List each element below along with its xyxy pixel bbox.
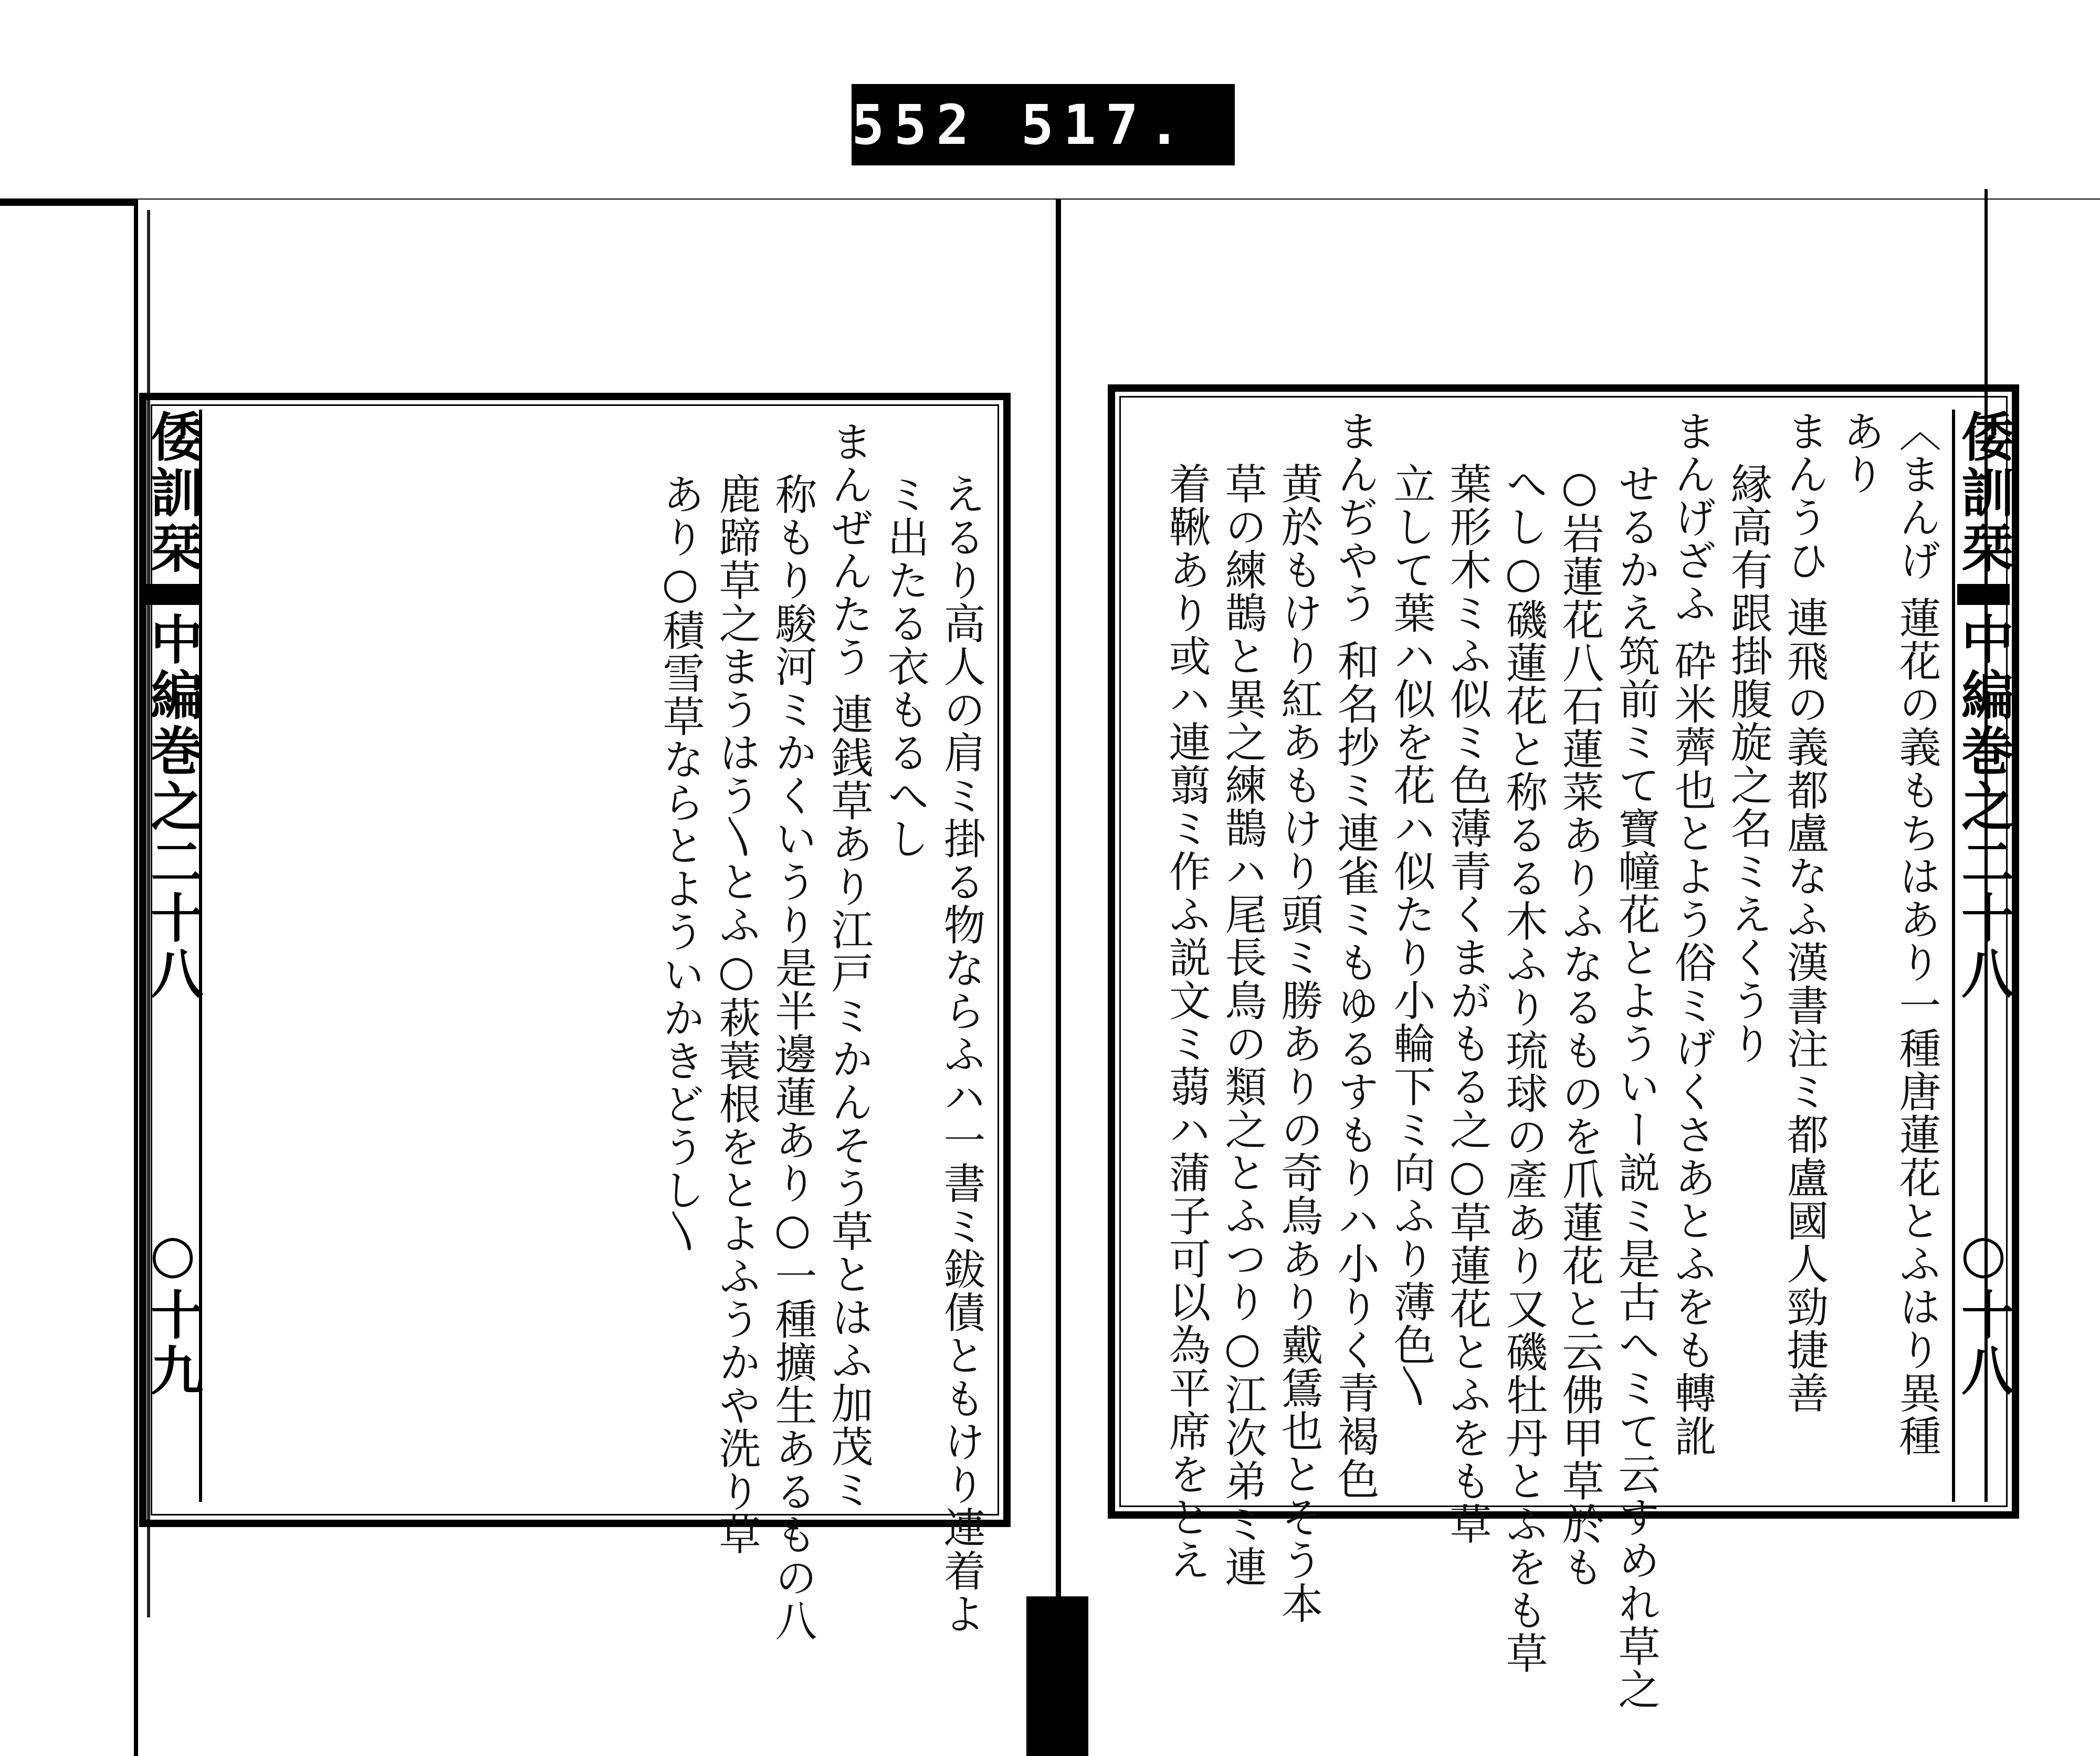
- right-text-column: あり: [1836, 410, 1885, 496]
- right-text-column: 立して葉ハ似を花ハ似たり小輪下ミ向ふり薄色〵: [1387, 462, 1435, 1409]
- left-text-column: ミ出たる衣もるへし: [880, 473, 929, 860]
- right-spine-title: 倭訓栞: [1952, 410, 2014, 577]
- gutter-binding-block: [1026, 1596, 1088, 1756]
- right-text-column: 縁高有跟掛腹旋之名ミえくうり: [1724, 462, 1772, 1065]
- archive-label-text: 552 517.: [852, 92, 1190, 157]
- right-spine-volume: 中編巻之二十八: [1952, 612, 2014, 1002]
- right-text-column: へし○磯蓮花と称るる木ふり琉球の產あり又磯牡丹とふをも草: [1499, 462, 1548, 1675]
- right-text-column: 葉形木ミふ似ミ色薄青くまがもる之○草蓮花とふをも草: [1443, 462, 1492, 1545]
- left-spine-title: 倭訓栞: [142, 410, 204, 577]
- book-gutter: [1056, 200, 1061, 1756]
- right-text-column: 黄於もけり紅あもけり頭ミ勝ありの奇鳥あり戴鵀也とそう本: [1274, 462, 1323, 1625]
- left-text-column: 鹿蹄草之まうはう〵とふ○萩蓑根をとよふうかや洗り草: [712, 473, 761, 1556]
- right-text-column: 着鞦あり或ハ連翦ミ作ふ説文ミ蒻ハ蒲子可以為平席をとえ: [1162, 462, 1211, 1582]
- right-text-column: 草の練鵲と異之練鵲ハ尾長鳥の類之とふつり○江次弟ミ連: [1218, 462, 1267, 1588]
- right-text-column: ○岩蓮花八石蓮菜ありふなるものを爪蓮花と云佛甲草於も: [1555, 462, 1604, 1588]
- right-text-column: まんげざふ 砕米薺也とよう俗ミげくさあとふをも轉訛: [1667, 410, 1716, 1458]
- left-spine-divider: [146, 584, 199, 605]
- right-text-column: せるかえ筑前ミて寶幢花とよういー説ミ是古へミて云すめれ草之: [1611, 462, 1660, 1711]
- right-page-spine: [1952, 410, 2014, 1502]
- right-text-column: まんぢやう 和名抄ミ連雀ミもゆるすもりハ小りく青褐色: [1330, 410, 1379, 1501]
- right-text-column: 〈まんげ 蓮花の義もちはあり一種唐蓮花とふはり異種: [1892, 410, 1941, 1458]
- right-spine-divider: [1957, 584, 2010, 605]
- right-text-column: まんうひ 連飛の義都盧なふ漢書注ミ都盧國人勁捷善: [1780, 410, 1829, 1415]
- left-page-frame: [139, 393, 1011, 1527]
- left-page-spine: [144, 410, 202, 1502]
- left-text-column: えるり高人の肩ミ掛る物ならふハ一書ミ鈸債ともけり連着よ: [937, 473, 985, 1635]
- right-spine-folio: ○十八: [1952, 1222, 2014, 1399]
- left-text-column: まんぜんたう 連銭草あり江戸ミかんそう草とはふ加茂ミ: [824, 420, 873, 1511]
- left-text-column: あり○積雪草ならとよういかきどうし〵: [656, 473, 705, 1255]
- left-spine-folio: ○十九: [142, 1222, 204, 1399]
- left-spine-volume: 中編巻之二十八: [142, 612, 204, 1002]
- archive-label: [852, 84, 1235, 165]
- left-text-column: 称もり駿河ミかくいうり是半邊蓮あり○一種擴生あるもの八: [768, 473, 817, 1642]
